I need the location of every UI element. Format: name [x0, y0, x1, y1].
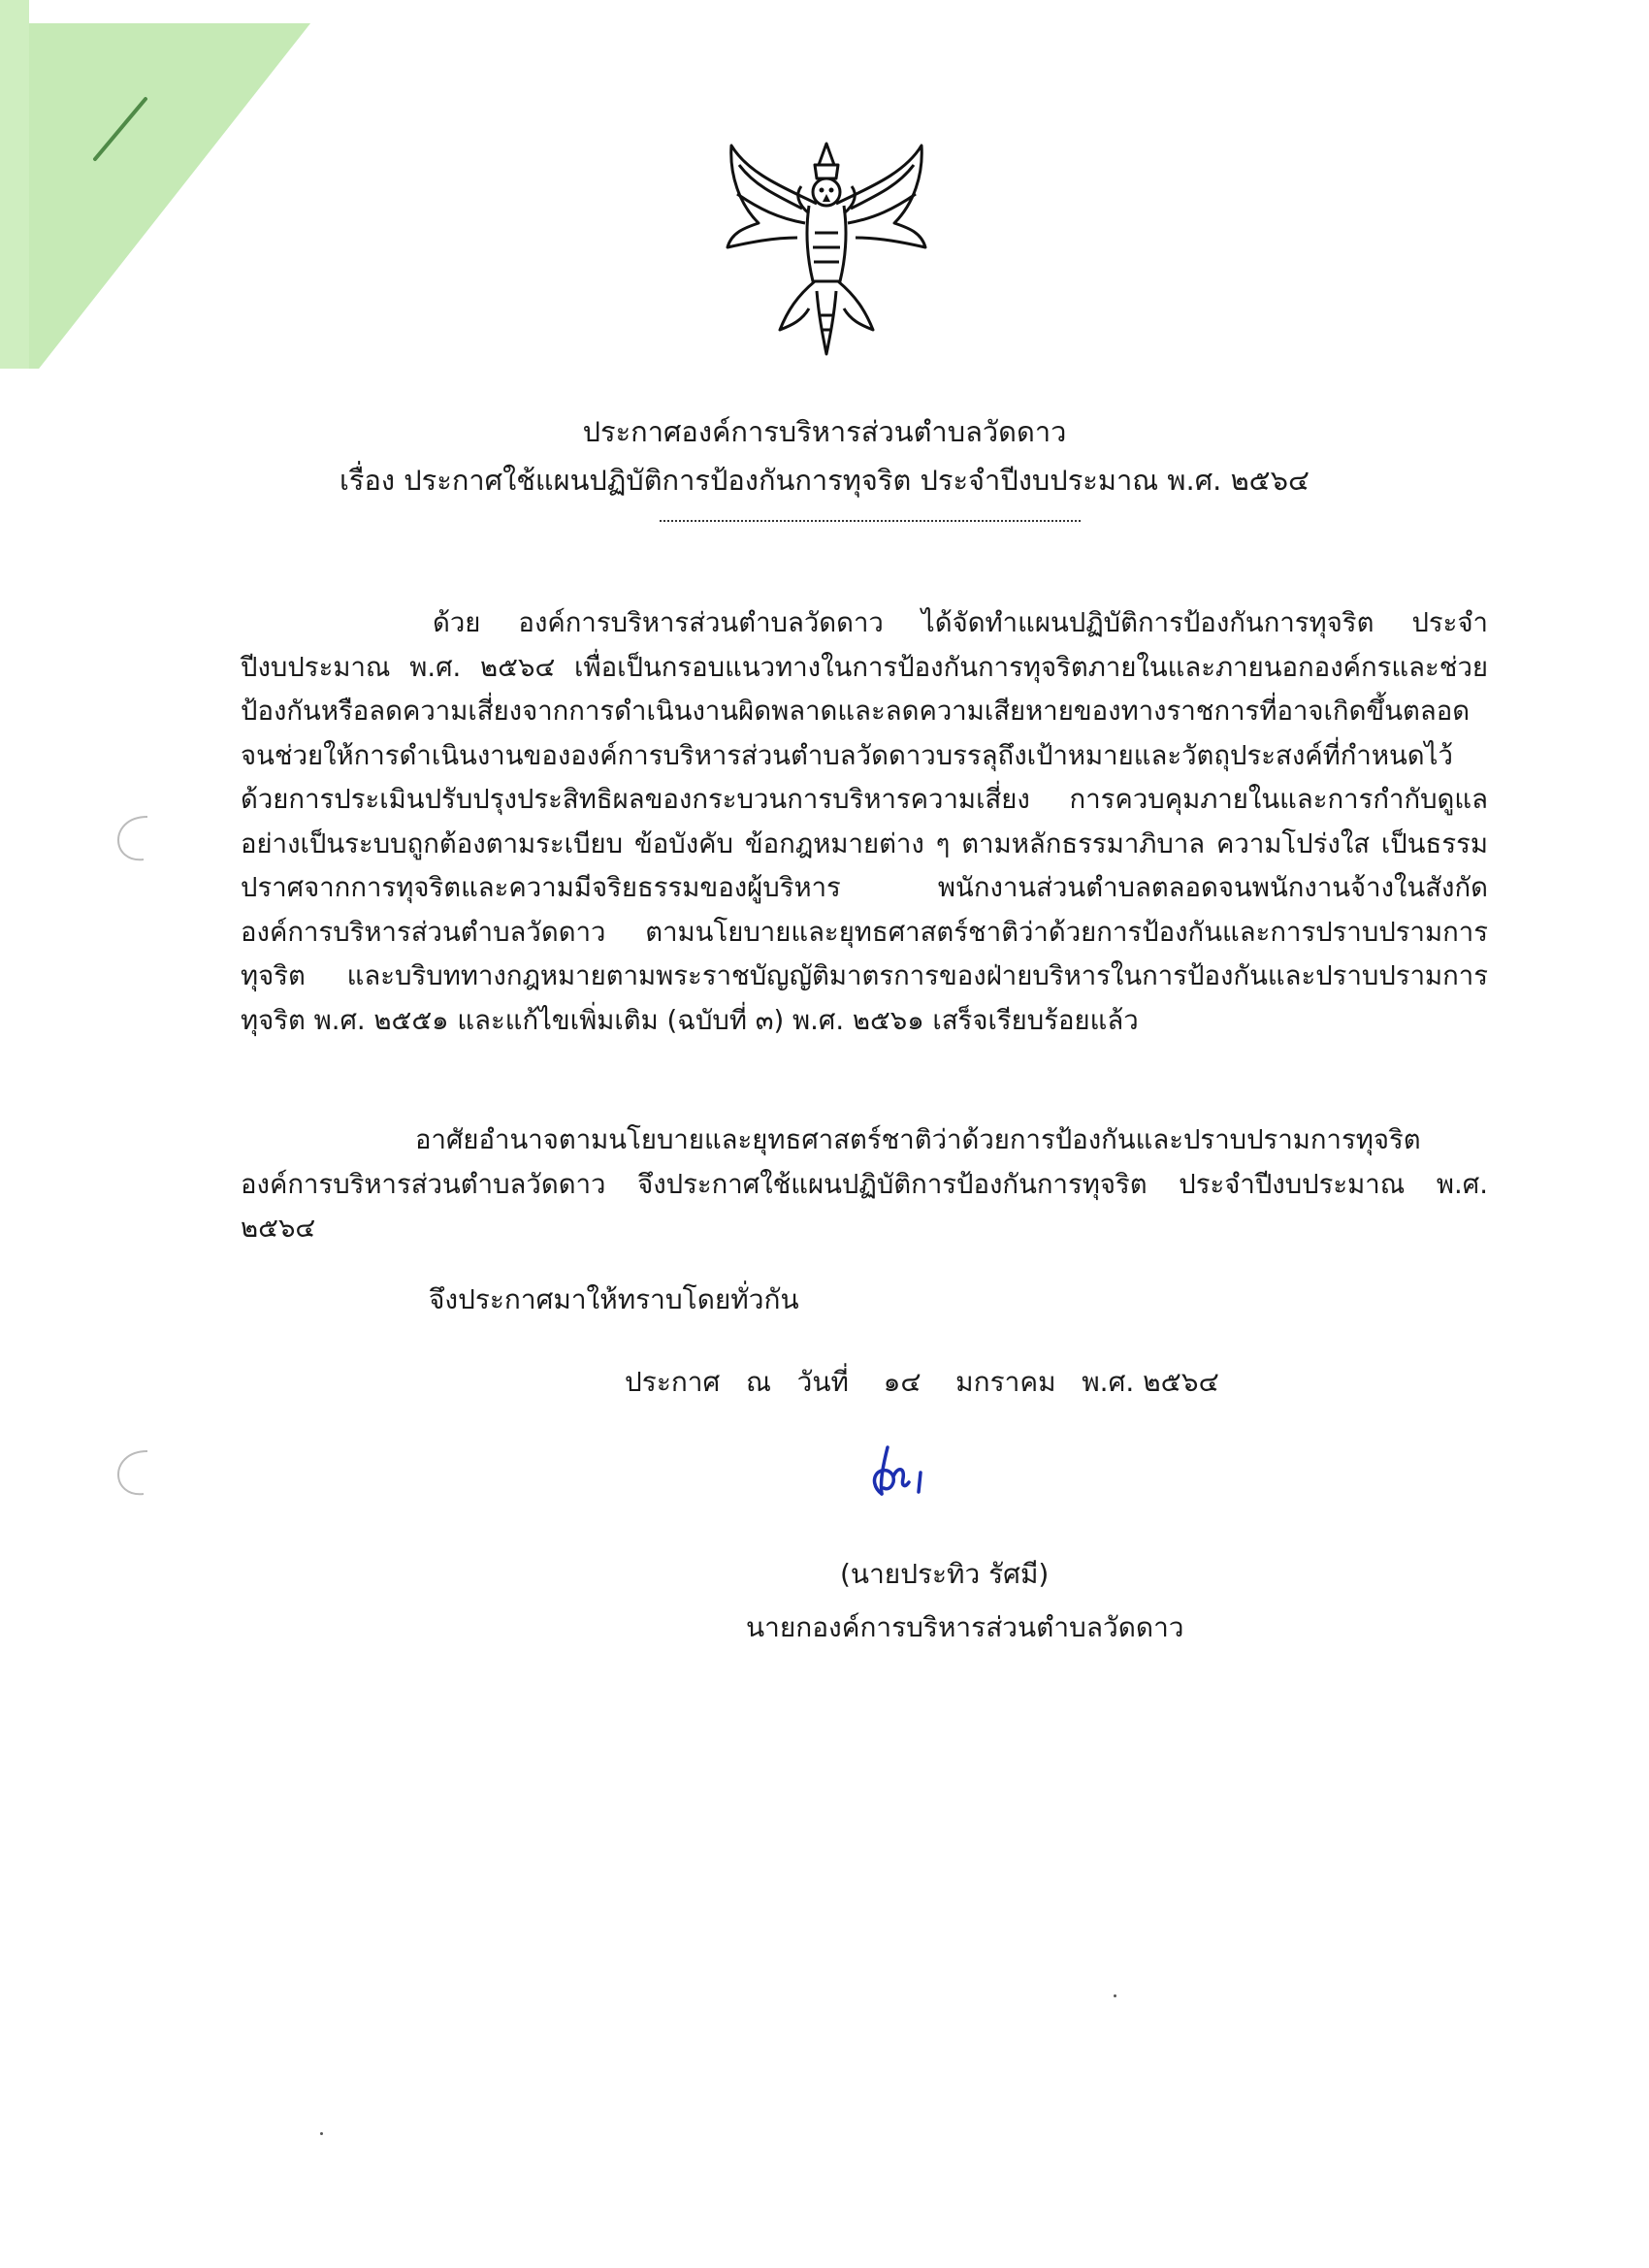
garuda-emblem	[720, 136, 933, 359]
scan-speck	[1114, 1994, 1116, 1997]
punch-hole-bottom	[114, 1445, 157, 1500]
header-dotted-rule	[660, 520, 1081, 522]
signer-title: นายกองค์การบริหารส่วนตำบลวัดดาว	[746, 1611, 1184, 1643]
closing-statement: จึงประกาศมาให้ทราบโดยทั่วกัน	[429, 1283, 799, 1315]
body-paragraph-2: อาศัยอำนาจตามนโยบายและยุทธศาสตร์ชาติว่าด้วยการป้องกันและปราบปรามการทุจริตองค์การบริหารส่วนตำบลวัดดาว จึงประกาศใช้แผนปฏิบัติการป้องกันการทุจริต ประจำปีงบประมาณ พ.ศ. ๒๕๖๔	[241, 1124, 1488, 1244]
signer-name: (นายประทิว รัศมี)	[840, 1558, 1050, 1590]
green-corner-tab	[0, 0, 310, 369]
handwritten-signature	[866, 1434, 944, 1511]
punch-hole-top	[114, 811, 157, 865]
scan-speck	[320, 2132, 323, 2135]
announcement-subject: เรื่อง ประกาศใช้แผนปฏิบัติการป้องกันการทุจริต ประจำปีงบประมาณ พ.ศ. ๒๕๖๔	[339, 464, 1310, 497]
announcement-title: ประกาศองค์การบริหารส่วนตำบลวัดดาว	[582, 415, 1067, 448]
body-paragraph-1: ด้วย องค์การบริหารส่วนตำบลวัดดาว ได้จัดทำแผนปฏิบัติการป้องกันการทุจริต ประจำปีงบประมาณ พ.ศ. ๒๕๖๔ เพื่อเป็นกรอบแนวทางในการป้องกันการทุจริตภายในและภายนอกองค์กรและช่วยป้องกันหรือลดความเสี่ยงจากการดำเนินงานผิดพลาดและลดความเสียหายของทางราชการที่อาจเกิดขึ้นตลอดจนช่วยให้การดำเนินงานขององค์การบริหารส่วนตำบลวัดดาวบรรลุถึงเป้าหมายและวัตถุประสงค์ที่กำหนดไว้ ด้วยการประเมินปรับปรุงประสิทธิผลของกระบวนการบริหารความเสี่ยง การควบคุมภายในและการกำกับดูแลอย่างเป็นระบบถูกต้องตามระเบียบ ข้อบังคับ ข้อกฎหมายต่าง ๆ ตามหลักธรรมาภิบาล ความโปร่งใส เป็นธรรม ปราศจากการทุจริตและความมีจริยธรรมของผู้บริหาร พนักงานส่วนตำบลตลอดจนพนักงานจ้างในสังกัดองค์การบริหารส่วนตำบลวัดดาว ตามนโยบายและยุทธศาสตร์ชาติว่าด้วยการป้องกันและการปราบปรามการทุจริต และบริบททางกฎหมายตามพระราชบัญญัติมาตรการของฝ่ายบริหารในการป้องกันและปราบปรามการทุจริต พ.ศ. ๒๕๕๑ และแก้ไขเพิ่มเติม (ฉบับที่ ๓) พ.ศ. ๒๕๖๑ เสร็จเรียบร้อยแล้ว	[241, 607, 1488, 1036]
announcement-dateline: ประกาศ ณ วันที่ ๑๔ มกราคม พ.ศ. ๒๕๖๔	[625, 1366, 1219, 1398]
